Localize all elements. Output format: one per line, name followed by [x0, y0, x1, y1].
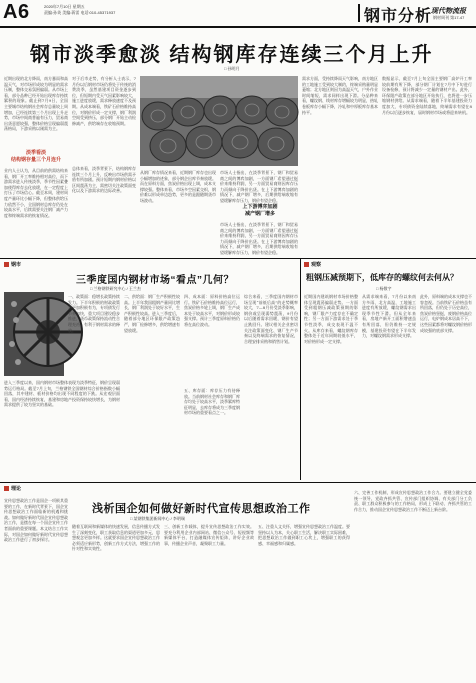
article1-col2: 对于后市走势，有分析人士表示，7月份以后钢材市场仍将处于传统的消费淡季，虽然基建项目资金逐步到位，但短期内受天气因素影响较大，施工进度放缓，需求释放速度不及预期。从成本端看，铁矿石价格维持高位，对钢价形成一定支撑，钢厂利润空间受到挤压，部分钢厂开始主动检修减产，供给端存在收缩预期。 [72, 76, 136, 126]
article4-col4: 五、注重人文关怀，增强宣传思想政治工作温度。要坚持以人为本，关心职工生活，解决职工实际困难，把思想政治工作做到职工心坎上，增强职工的获得感、幸福感和归属感。 [258, 524, 350, 546]
article1-col2b: 总体来看，淡季背景下，结构钢库存连续三个月上升，反映出市场供需矛盾有所加剧。预计短期内钢材价格以区间震荡为主，需密切关注政策面变化以及下游需求的边际改善。 [72, 166, 136, 194]
issue-meta [44, 4, 224, 16]
tag-theory: 理论 [4, 485, 21, 492]
article2-col4: 综合来看，三季度国内钢材市场呈现“前低后高”的走势概率较大，7—8月份受淡季影响，钢价或呈现弱势震荡，9月份以后随着需求回暖，钢价有望止跌回升。建议相关企业密切关注政策面变化、钢厂生产节奏以及终端需求的恢复情况，合理安排采购和销售计划。 [244, 294, 298, 344]
column-divider [300, 258, 301, 480]
article4-col1: 宣传思想政治工作是国企一项极其重要的工作，在新时代背景下，国企宣传思想政治工作面临新的机遇和挑战。如何做好新时代国企宣传思想政治工作，是摆在每一个国企宣传工作者面前的重要课题。本文结合工作实际，对国企如何做好新时代宣传思想政治工作进行了初步探讨。 [4, 498, 68, 543]
header-rule [0, 26, 476, 28]
section-rule-3 [0, 482, 476, 483]
headline-rebar: 粗钢压减预期下，低库存的螺纹何去何从？ [306, 273, 458, 282]
article2-col2: 二、供给面：钢厂生产积极性较高。上半年我国粗钢产量同比增长，钢厂利润处于较好水平，生产积极性较高。进入三季度后，随着部分地区环保限产政策趋严，钢厂检修增多，供给增速有望放缓。 [124, 294, 180, 333]
tag-square-icon [4, 486, 9, 491]
article1-col3: 从钢厂库存情况来看，近期钢厂库存也出现小幅增加的迹象，部分钢企出库节奏放缓。而在原料方面，焦炭价格出现上调，成本支撑较强。整体来看，市场多空因素交织，钢价难以形成单边趋势，更多的是跟随期货市场波动。 [140, 170, 216, 203]
article3-col3: 此外，原料端的成本支撑也不容忽视。当前铁矿石价格虽有所回落，但仍处于历史高位，焦炭价格坚挺，废钢价格高位运行，电炉钢成本居高不下，这些因素都将对螺纹钢价格形成较强的底部支撑。 [420, 294, 472, 333]
section-title: 钢市分析 [364, 6, 433, 25]
issue-date: 2020年7月10日 星期五 [44, 4, 85, 9]
article1-col1b: 业内人士认为，从目前的供需结构来看，钢厂开工率维持相对高位，而下游需求进入传统淡季，季节性因素叠加使得库存去化放缓，在一定程度上打压了市场信心。截至本周，建材周度产量环比小幅下降，但整体供给压力依然不小，全国钢材总库存仍处在较高水平，后续需要关注钢厂减产力度和终端需求的恢复情况。 [4, 168, 68, 218]
photo-caption: 上下游博弈加剧 减产钢厂增多 [242, 204, 278, 217]
byline-soe: □ 某钢铁集团新闻中心 / 李明瑞 [130, 516, 185, 521]
article3-col2: 从需求端来看，7月份以来南方多雨、北方高温，工地施工进度有所放缓，螺纹钢需求出现季节性下滑。但从全年来看，房地产新开工面积增速虽有所回落，但仍维持一定规模，基建投资有望在下半年发力，对螺纹钢需求形成支撑。 [362, 294, 416, 339]
tag-square-icon [304, 262, 309, 267]
article4-col2: 随着互联网和新媒体的快速发展，信息传播方式发生了深刻变化，职工获取信息的渠道更加多元，思想观念更加多样。这就要求国企宣传思想政治工作必须适应新形势，创新工作方式方法，增强工作的针对性和实效性。 [72, 524, 160, 552]
article1-col5: 数据显示，截至7月上旬全国主要钢厂高炉开工率较前期有所下降，部分钢厂计划在7月中下旬进行设备检修，预计将减少一定量的钢材产出。此外，环保限产政策在部分地区开始执行，也将进一步压缩钢材供给。从需求端看，随着下半年基建投资力度加大，专项债资金陆续落地，终端需求有望在8月份以后逐步恢复，届时钢材市场或将迎来转机。 [382, 76, 472, 115]
headline-soe: 浅析国企如何做好新时代宣传思想政治工作 [92, 503, 311, 515]
issue-editors: 责编:孙英 美编:蒋雷 电话:010-45371937 [44, 10, 116, 15]
steel-coils-photo [140, 76, 298, 166]
steel-wheel-photo [4, 292, 64, 376]
article2-col3b: 五、库存面：库存压力有待释放。当前钢材社会库存和钢厂库存均处于较高水平，淡季累库特征明显，去库存将成为三季度钢材市场的重要看点之一。 [184, 388, 240, 416]
brand-name: 现代物流报 [431, 6, 466, 15]
article1-col4c: 市场人士指出，在淡季背景下，钢厂和贸易商之间的博弈加剧，一方面钢厂希望通过挺价来维持利润，另一方面贸易商则因库存压力而倾向于降价出货。在上下游博弈加剧的情况下，减产钢厂增多，后期供给端收缩有望缓解库存压力，钢价有望企稳。 [220, 222, 298, 255]
section-sub: 钢材周刊 第17-47 [433, 15, 465, 20]
headline-main: 钢市淡季愈淡 结构钢库存连续三个月上升 [30, 44, 434, 66]
article1-col4: 需求方面，受持续降雨天气影响，南方地区的工地施工受到较大制约，终端采购量明显萎缩；北方地区则因为高温天气，户外作业时间缩短，需求同样出现下滑。分品种来看，螺纹钢、线材库存增幅较为明显，热轧卷板库存小幅下降，冷轧和中厚板库存基本持平。 [302, 76, 378, 115]
article2-col1b: 一、政策面：稳增长政策持续发力。下半年积极的财政政策将更加积极有为，专项债发行节奏加快，重大项目建设稳步推进，货币政策保持流动性合理充裕，有利于钢材需求的释放。 [68, 294, 120, 333]
headline-q3: 三季度国内钢材市场“看点”几何？ [76, 275, 234, 286]
tag-square-icon [4, 262, 9, 267]
page-number: A6 [3, 1, 30, 23]
article2-col1: 进入三季度以来，国内钢材市场整体表现为淡季特征，钢价呈现弱势运行格局。截至7月上旬，兰格钢铁全国钢材综合价格指数小幅回落，其中建材、板材价格均出现不同程度的下跌。从宏观层面看，国内经济持续恢复，基建和房地产投资保持较快增长，为钢材需求提供了较为坚实的基础。 [4, 380, 120, 408]
byline-rebar: □ 杨敬宇 [376, 286, 392, 291]
article1-col1: 近期出现的北方降雨，南方暴雨和高温天气，对市场形成较为明显的需求压制，整体交易氛围偏弱。从市场上看，部分品种已经开始出现库存持续累积的现象。截止到7月9日，全国主要城市结构钢社会库存总量较上周增加，已经连续第三个月出现上升走势，市场中间商普遍有压力，贸易商出货意愿较强，整体价格呈现偏弱震荡格局，下游采购以刚需为主。 [4, 76, 68, 132]
article1-subhead: 淡季看淡 结构钢存量三个月连升 [10, 150, 61, 163]
article4-col5: 六、完善工作机制，形成宣传思想政治工作合力。要建立健全党委统一领导、党政齐抓共管、宣传部门组织协调、有关部门分工负责、职工群众积极参与的工作格局，形成上下联动、齐抓共管的工作合力，推动国企宣传思想政治工作不断迈上新台阶。 [354, 490, 472, 512]
article4-col3: 三、创新工作载体，提升宣传思想政治工作实效。要充分利用企业内部网站、微信公众号、短视频等新媒体平台，打造融媒体宣传矩阵，讲好企业故事，传播企业声音，凝聚职工力量。 [164, 524, 254, 546]
tag-steel-market: 钢市 [4, 261, 21, 268]
byline-main: □ 孙明月 [224, 66, 240, 71]
byline-q3: □ 兰格钢铁研究中心 / 王兰杰 [90, 286, 141, 291]
section-rule-2 [0, 258, 476, 259]
tag-observation: 观察 [304, 261, 321, 268]
article2-col3: 四、成本面：原料价格高位运行。铁矿石价格维持高位运行，焦炭价格多轮上调，钢厂生产成本处于较高水平，对钢价形成较强支撑。预计三季度原料价格仍将在高位波动。 [184, 294, 240, 327]
article1-col4b-top: 市场人士指出，在淡季背景下，钢厂和贸易商之间的博弈加剧，一方面钢厂希望通过挺价来维持利润，另一方面贸易商则因库存压力而倾向于降价出货。在上下游博弈加剧的情况下，减产钢厂增多，后期供给端收缩有望缓解库存压力，钢价有望企稳。 [220, 170, 298, 203]
article3-col1: 近期国内建筑钢材市场价格整体呈现震荡偏弱走势。一方面受到粗钢压减政策预期的影响，钢厂限产力度存在不确定性；另一方面下游需求处于季节性淡季，成交表现不温不火。从库存来看，螺纹钢库存整体处于近年同期较低水平，对价格形成一定支撑。 [304, 294, 358, 344]
